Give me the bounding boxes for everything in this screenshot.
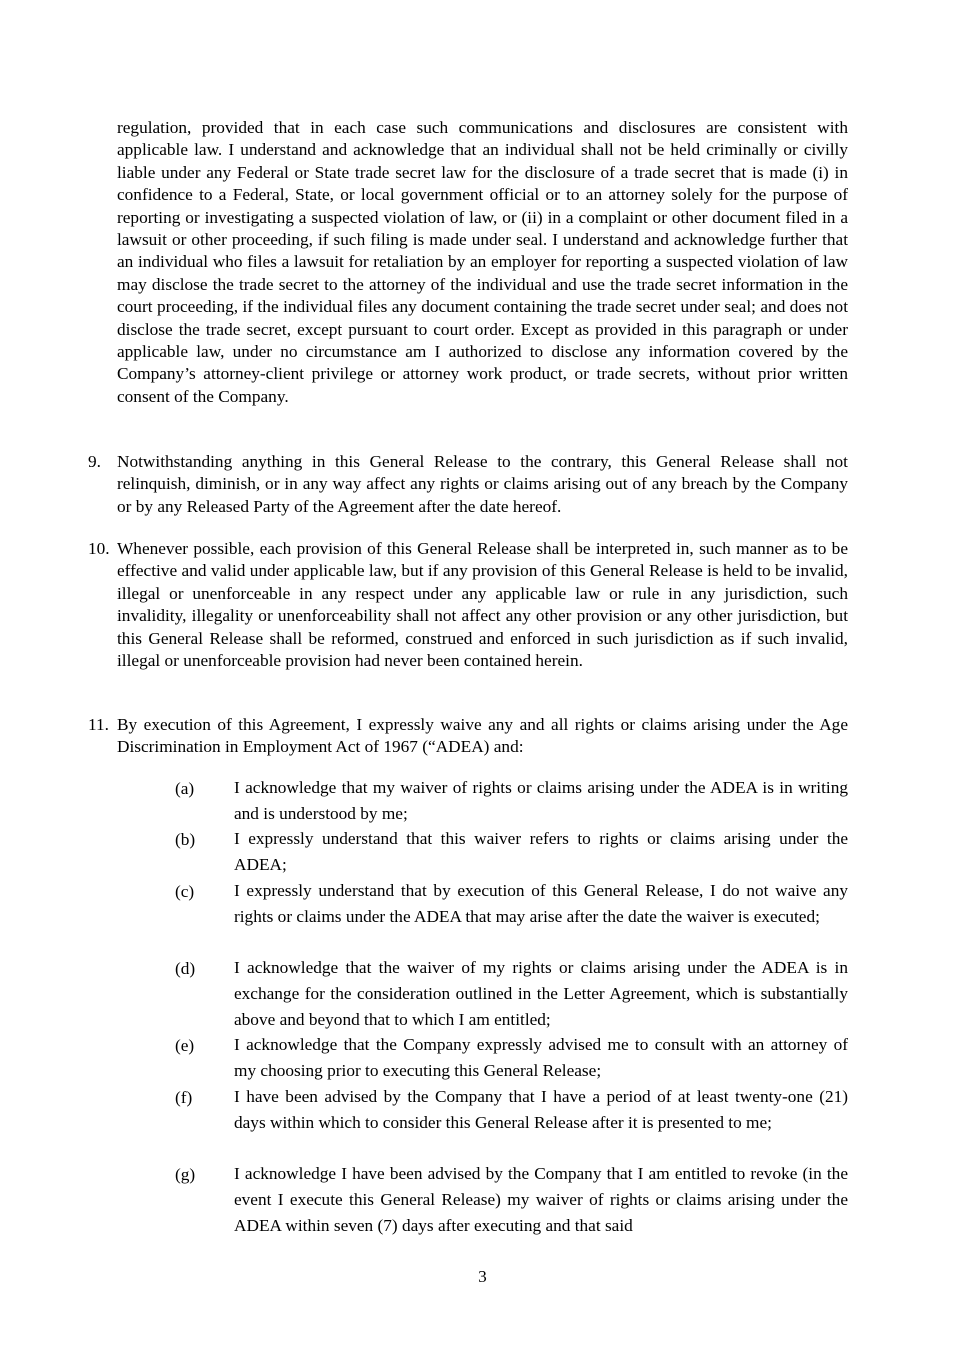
- sub-item-d-label: (d): [175, 959, 196, 978]
- sub-item-c-text: I expressly understand that by execution of this General Release, I do not waive any rights or claims under the ADEA that may arise after the date the waiver is executed;: [234, 881, 848, 926]
- paragraph-8-continuation: regulation, provided that in each case such communications and disclosures are consistent with applicable law. I understand and acknowledge that an individual shall not be held criminally or civilly liable under any Federal or State trade secret law for the disclosure of a trade secret that is made (i) in confidence to a Federal, State, or local government official or to an attorney solely for the purpose of reporting or investigating a suspected violation of law, or (ii) in a complaint or other document filed in a lawsuit or other proceeding, if such filing is made under seal. I understand and acknowledge further that an individual who files a lawsuit for retaliation by an employer for reporting a suspected violation of law may disclose the trade secret to the attorney of the individual and use the trade secret information in the court proceeding, if the individual files any document containing the trade secret under seal; and does not disclose the trade secret, except pursuant to court order. Except as provided in this paragraph or under applicable law, under no circumstance am I authorized to disclose any information covered by the Company’s attorney-client privilege or attorney work product, or trade secrets, without prior written consent of the Company.: [117, 118, 848, 406]
- paragraph-11-text: By execution of this Agreement, I expressly waive any and all rights or claims arising under the Age Discrimination in Employment Act of 1967 (“ADEA) and:: [117, 715, 848, 757]
- sub-item-f-text: I have been advised by the Company that I have a period of at least twenty-one (21) days within which to consider this General Release after it is presented to me;: [234, 1087, 848, 1132]
- paragraph-11-number: 11.: [88, 715, 109, 734]
- sub-item-d-text: I acknowledge that the waiver of my rights or claims arising under the ADEA is in exchange for the consideration outlined in the Letter Agreement, which is substantially above and beyond that to which I am entitled;: [234, 958, 848, 1029]
- sub-item-f-label: (f): [175, 1088, 193, 1107]
- paragraph-10-number: 10.: [88, 539, 110, 558]
- sub-item-e-label: (e): [175, 1036, 195, 1055]
- sub-item-b-label: (b): [175, 830, 196, 849]
- sub-item-a-label: (a): [175, 779, 195, 798]
- sub-item-c-label: (c): [175, 882, 195, 901]
- paragraph-9-number: 9.: [88, 452, 101, 471]
- sub-item-g-label: (g): [175, 1165, 196, 1184]
- sub-item-e-text: I acknowledge that the Company expressly advised me to consult with an attorney of my choosing prior to executing this General Release;: [234, 1035, 848, 1080]
- sub-item-b-text: I expressly understand that this waiver refers to rights or claims arising under the ADEA;: [234, 829, 848, 874]
- sub-item-a-text: I acknowledge that my waiver of rights or claims arising under the ADEA is in writing and is understood by me;: [234, 778, 848, 823]
- paragraph-9-text: Notwithstanding anything in this General Release to the contrary, this General Release shall not relinquish, diminish, or in any way affect any rights or claims arising out of any breach by the Company or by any Released Party of the Agreement after the date hereof.: [117, 452, 848, 516]
- sub-item-g-text: I acknowledge I have been advised by the Company that I am entitled to revoke (in the event I execute this General Release) my waiver of rights or claims arising under the ADEA within seven (7) days after executing and that said: [234, 1164, 848, 1235]
- paragraph-10-text: Whenever possible, each provision of this General Release shall be interpreted in, such manner as to be effective and valid under applicable law, but if any provision of this General Release is held to be invalid, illegal or unenforceable in any respect under any applicable law or rule in any jurisdiction, such invalidity, illegality or unenforceability shall not affect any other provision or any other jurisdiction, but this General Release shall be reformed, construed and enforced in such jurisdiction as if such invalid, illegal or unenforceable provision had never been contained herein.: [117, 539, 848, 671]
- page-number: 3: [478, 1267, 487, 1286]
